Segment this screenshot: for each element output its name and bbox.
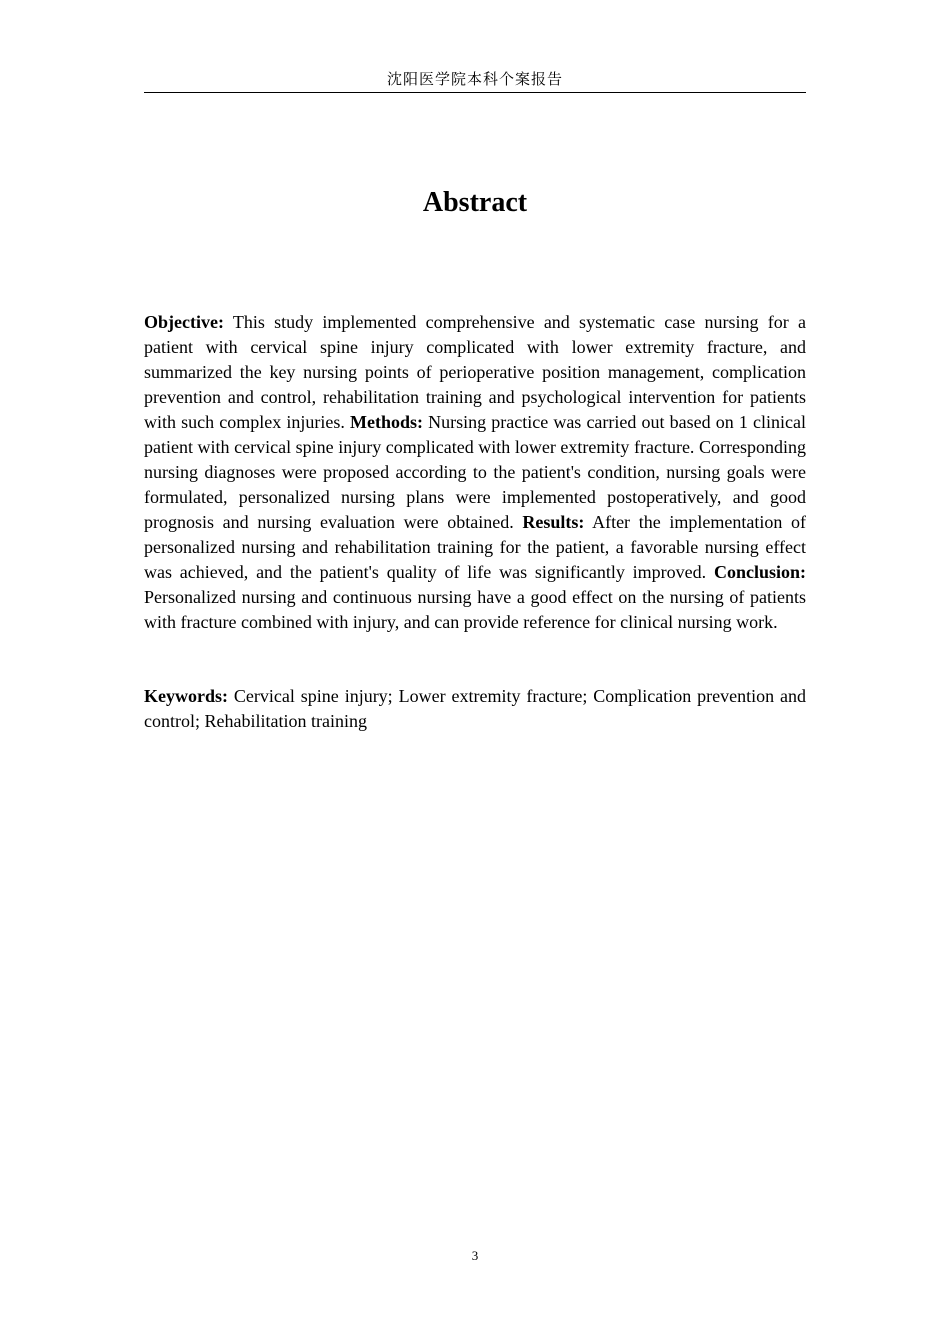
keywords-text: Cervical spine injury; Lower extremity fracture; Complication prevention and control; Rehabilitation training (144, 686, 806, 731)
header-text: 沈阳医学院本科个案报告 (386, 70, 563, 88)
page-number: 3 (471, 1248, 479, 1263)
objective-label: Objective: (144, 312, 224, 332)
keywords-paragraph (144, 684, 806, 734)
abstract-paragraph (144, 310, 806, 635)
results-label: Results: (522, 512, 585, 532)
methods-text: Nursing practice was carried out based on 1 clinical patient with cervical spine injury complicated with lower extremity fracture. Corresponding nursing diagnoses were proposed according to the patient's condition, nursing goals were formulated, personalized nursing plans were implemented postoperatively, and good prognosis and nursing evaluation were obtained. (144, 412, 807, 532)
conclusion-text: Personalized nursing and continuous nursing have a good effect on the nursing of patients with fracture combined with injury, and can provide reference for clinical nursing work. (144, 587, 806, 632)
objective-text: This study implemented comprehensive and systematic case nursing for a patient with cervical spine injury complicated with lower extremity fracture, and summarized the key nursing points of perioperative position management, complication prevention and control, rehabilitation training and psychological intervention for patients with such complex injuries. (144, 312, 806, 432)
results-text: After the implementation of personalized nursing and rehabilitation training for the patient, a favorable nursing effect was achieved, and the patient's quality of life was significantly improved. (144, 512, 806, 582)
methods-label: Methods: (349, 412, 423, 432)
page-header (144, 66, 806, 93)
abstract-title: Abstract (422, 187, 528, 218)
keywords-label: Keywords: (144, 686, 228, 706)
conclusion-label: Conclusion: (713, 562, 806, 582)
